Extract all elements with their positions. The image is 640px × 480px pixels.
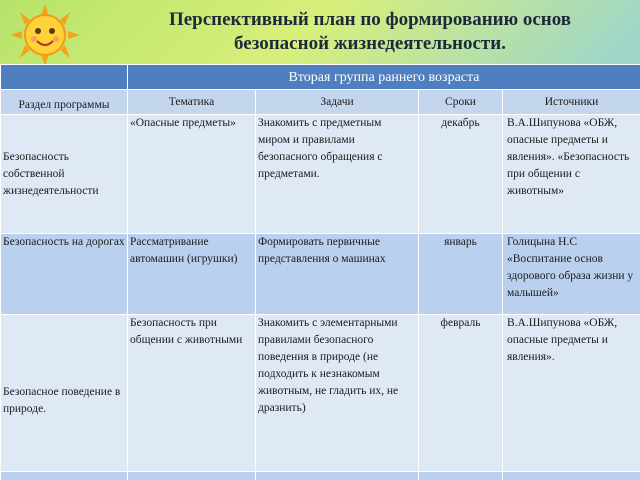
tasks-cell: Знакомить с предметным миром и правилами безопасного обращения с предметами. [256,115,419,234]
topic-cell: «Опасные предметы» [128,115,256,234]
sun-icon [10,4,80,66]
plan-table-container [0,64,640,480]
dates-cell: январь [419,234,503,315]
page-title [110,8,630,56]
header-dates: Сроки [419,90,503,115]
topic-cell: Безопасность при общении с животными [128,315,256,472]
empty-header-cell [1,65,128,90]
title-line-2: безопасной жизнедеятельности. [234,33,506,54]
column-header-row [1,90,640,115]
dates-cell: февраль [419,315,503,472]
header-tasks: Задачи [256,90,419,115]
section-cell: Безопасность на дорогах [1,234,128,315]
table-row [1,315,640,472]
tasks-cell: Знакомить с элементарными правилами безопасного поведения в природе (не подходить к незнакомым животным, не гладить их, не дразнить) [256,315,419,472]
sources-cell: В.А.Шипунова «ОБЖ, опасные предметы и явления». «Безопасность при общении с животным» [503,115,640,234]
table-row [1,472,640,480]
group-header: Вторая группа раннего возраста [128,65,640,90]
title-line-1: Перспективный план по формированию основ [168,9,572,30]
dates-cell: декабрь [419,115,503,234]
section-cell: Безопасность собственной жизнедеятельности [1,115,128,234]
table-row [1,115,640,234]
topic-cell: Рассматривание автомашин (игрушки) [128,234,256,315]
table-row [1,234,640,315]
header-topic: Тематика [128,90,256,115]
plan-table [0,64,640,480]
header-section: Раздел программы [1,90,128,115]
group-header-row [1,65,640,90]
section-cell: Безопасное поведение в природе. [1,315,128,472]
header-sources: Источники [503,90,640,115]
sources-cell: В.А.Шипунова «ОБЖ, опасные предметы и явления». [503,315,640,472]
tasks-cell: Формировать первичные представления о машинах [256,234,419,315]
sources-cell: Голицына Н.С «Воспитание основ здорового образа жизни у малышей» [503,234,640,315]
